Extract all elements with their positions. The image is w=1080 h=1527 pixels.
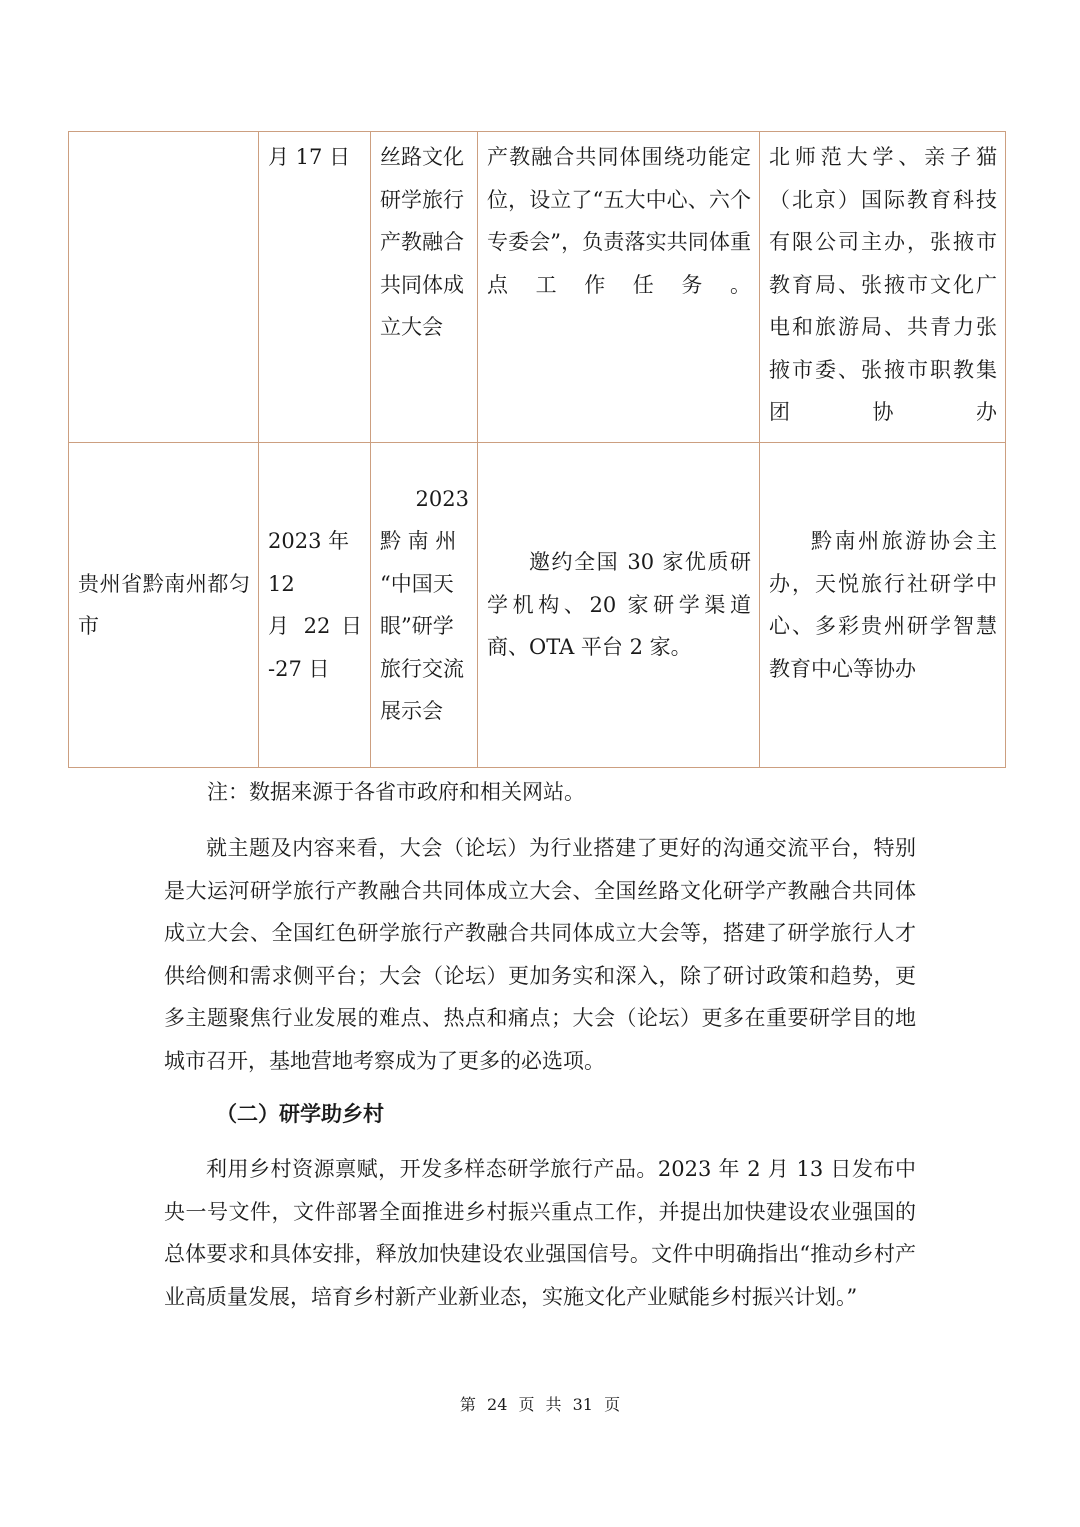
content-cell: 邀约全国 30 家优质研学机构、20 家研学渠道商、OTA 平台 2 家。 — [478, 443, 760, 768]
table-note: 注：数据来源于各省市政府和相关网站。 — [207, 780, 585, 804]
content-cell: 产教融合共同体围绕功能定位，设立了“五大中心、六个专委会”，负责落实共同体重点工作任务。 — [478, 132, 760, 443]
location-cell — [69, 132, 259, 443]
page-footer: 第 24 页 共 31 页 — [459, 1395, 621, 1414]
events-table — [68, 131, 1006, 768]
organizer-cell: 北师范大学、亲子猫（北京）国际教育科技有限公司主办，张掖市教育局、张掖市文化广电和旅游局、共青力张掖市委、张掖市职教集团协办 — [760, 132, 1006, 443]
organizer-cell: 黔南州旅游协会主办，天悦旅行社研学中心、多彩贵州研学智慧教育中心等协办 — [760, 443, 1006, 768]
event-cell: 2023 黔 南 州 “中国天 眼”研学 旅行交流 展示会 — [371, 443, 478, 768]
paragraph: 利用乡村资源禀赋，开发多样态研学旅行产品。2023 年 2 月 13 日发布中央一号文件，文件部署全面推进乡村振兴重点工作，并提出加快建设农业强国的总体要求和具体安排，释放加快建设农业强国信号。文件中明确指出“推动乡村产业高质量发展，培育乡村新产业新业态，实施文化产业赋能乡村振兴计划。” — [164, 1157, 916, 1309]
event-cell: 丝路文化 研学旅行 产教融合 共同体成 立大会 — [371, 132, 478, 443]
paragraph: 就主题及内容来看，大会（论坛）为行业搭建了更好的沟通交流平台，特别是大运河研学旅行产教融合共同体成立大会、全国丝路文化研学产教融合共同体成立大会、全国红色研学旅行产教融合共同体成立大会等，搭建了研学旅行人才供给侧和需求侧平台；大会（论坛）更加务实和深入，除了研讨政策和趋势，更多主题聚焦行业发展的难点、热点和痛点；大会（论坛）更多在重要研学目的地城市召开，基地营地考察成为了更多的必选项。 — [164, 836, 916, 1073]
location-cell: 贵州省黔南州都匀市 — [69, 443, 259, 768]
date-cell: 2023 年 12 月 22 日 -27 日 — [259, 443, 371, 768]
table-row — [69, 443, 1006, 768]
section-heading: （二）研学助乡村 — [216, 1102, 384, 1126]
table-row — [69, 132, 1006, 443]
date-cell: 月 17 日 — [259, 132, 371, 443]
